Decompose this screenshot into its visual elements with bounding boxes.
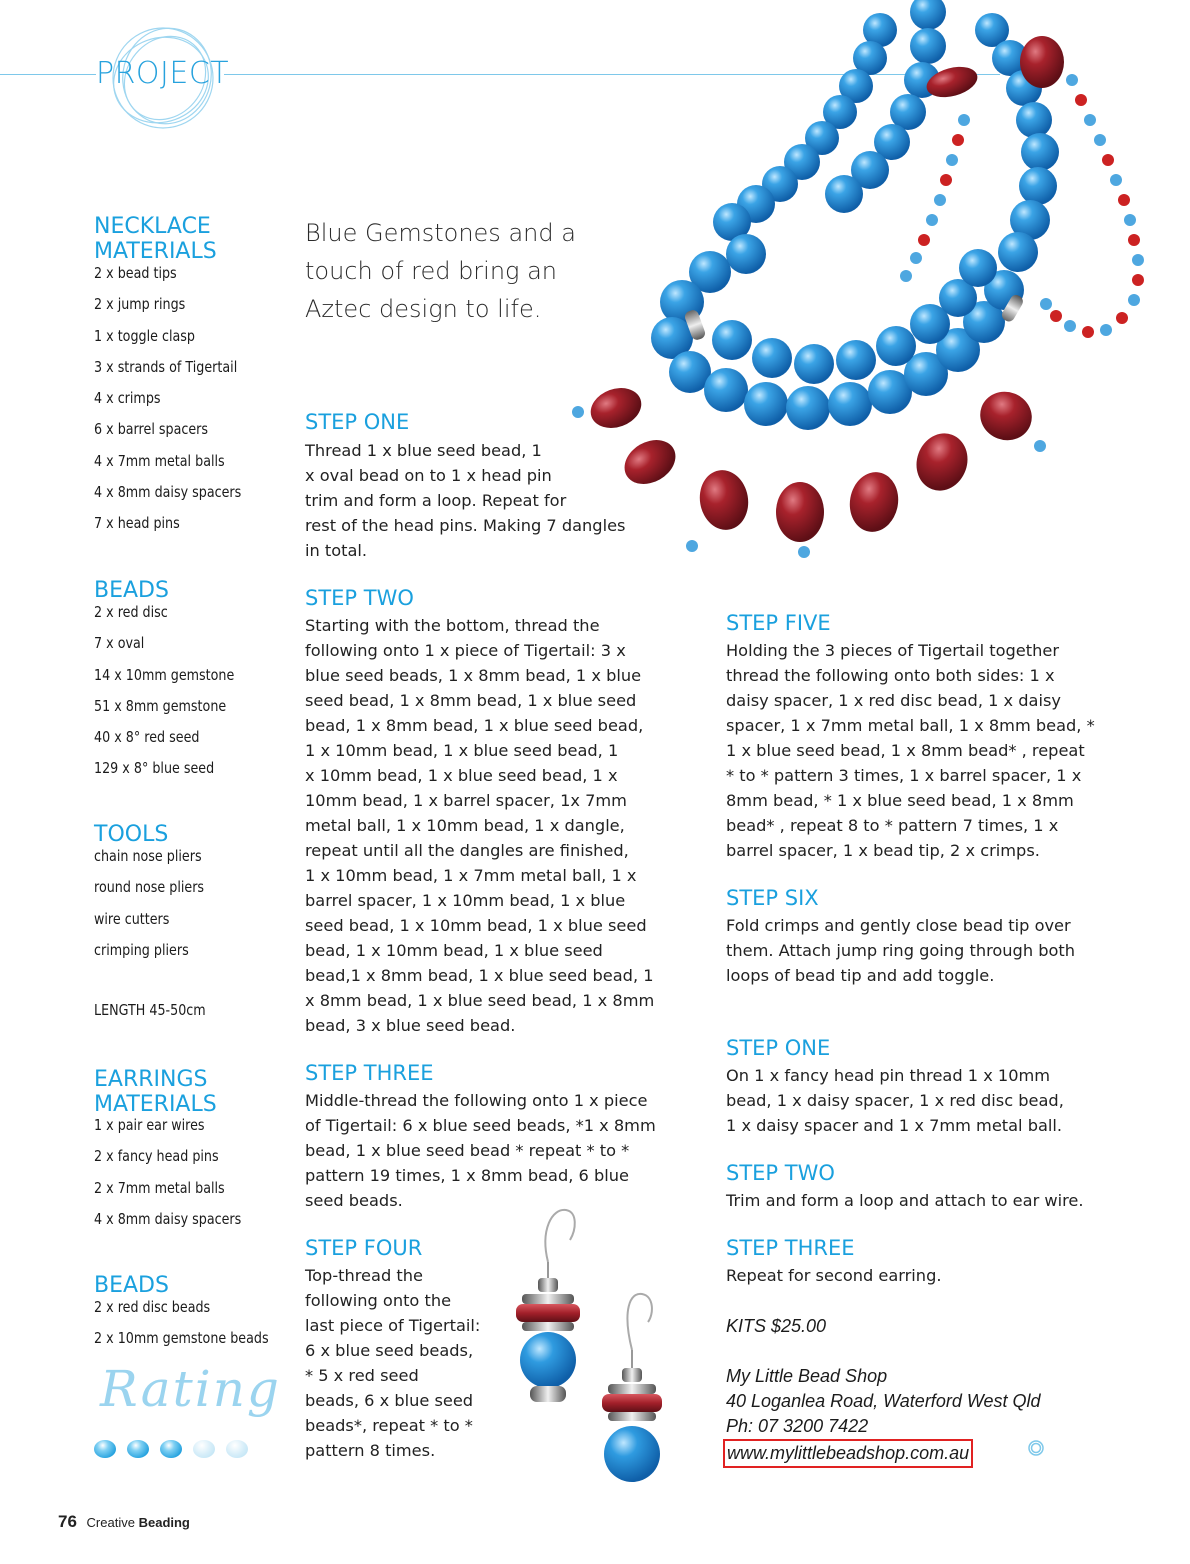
step-line: bead, 1 x 8mm bead, 1 x blue seed bead, bbox=[305, 716, 644, 735]
step-line: of Tigertail: 6 x blue seed beads, *1 x 8mm bbox=[305, 1116, 656, 1135]
step-line: beads, 6 x blue seed bbox=[305, 1391, 474, 1410]
shop-info bbox=[726, 1364, 1041, 1468]
necklace-step-five-title: STEP FIVE bbox=[726, 611, 831, 635]
earring-step-three-text bbox=[726, 1263, 1156, 1288]
rating-dot-icon bbox=[226, 1440, 248, 1458]
step-line: repeat until all the dangles are finished, bbox=[305, 841, 629, 860]
list-item: round nose pliers bbox=[94, 878, 205, 897]
step-line: 1 x daisy spacer and 1 x 7mm metal ball. bbox=[726, 1116, 1063, 1135]
necklace-step-six-text bbox=[726, 913, 1156, 988]
step-line: On 1 x fancy head pin thread 1 x 10mm bbox=[726, 1066, 1051, 1085]
list-item: 2 x bead tips bbox=[94, 264, 177, 282]
list-item: chain nose pliers bbox=[94, 847, 202, 865]
step-line: barrel spacer, 1 x bead tip, 2 x crimps. bbox=[726, 841, 1040, 860]
page-number: 76 bbox=[58, 1512, 77, 1531]
step-line: Trim and form a loop and attach to ear wire. bbox=[726, 1191, 1084, 1210]
necklace-step-six-title: STEP SIX bbox=[726, 886, 819, 910]
necklace-step-three-text bbox=[305, 1088, 705, 1213]
step-line: pattern 19 times, 1 x 8mm bead, 6 blue bbox=[305, 1166, 629, 1185]
necklace-materials-list bbox=[94, 264, 274, 546]
step-line: seed bead, 1 x 8mm bead, 1 x blue seed bbox=[305, 691, 637, 710]
tools-list bbox=[94, 847, 228, 972]
step-line: 1 x 10mm bead, 1 x blue seed bead, 1 bbox=[305, 741, 619, 760]
rating-dot-icon bbox=[127, 1440, 149, 1458]
step-line: them. Attach jump ring going through both bbox=[726, 941, 1076, 960]
step-line: * to * pattern 3 times, 1 x barrel spacer, 1 x bbox=[726, 766, 1082, 785]
rating-dots bbox=[94, 1440, 248, 1458]
list-item: 4 x 7mm metal balls bbox=[94, 451, 225, 470]
list-item: 1 x pair ear wires bbox=[94, 1116, 205, 1134]
step-line: bead, 3 x blue seed bead. bbox=[305, 1016, 516, 1035]
earring-step-one-text bbox=[726, 1063, 1156, 1138]
list-item: 2 x jump rings bbox=[94, 295, 186, 314]
list-item: 40 x 8° red seed bbox=[94, 728, 200, 747]
step-line: spacer, 1 x 7mm metal ball, 1 x 8mm bead, * bbox=[726, 716, 1095, 735]
list-item: 2 x red disc bbox=[94, 603, 168, 621]
necklace-step-one-text bbox=[305, 438, 675, 563]
intro-text: Blue Gemstones and a touch of red bring an Aztec design to life. bbox=[305, 219, 576, 323]
list-item: 2 x red disc beads bbox=[94, 1298, 211, 1316]
shop-address: 40 Loganlea Road, Waterford West Qld bbox=[726, 1391, 1041, 1411]
list-item: 4 x 8mm daisy spacers bbox=[94, 1209, 242, 1228]
earring-step-one-title: STEP ONE bbox=[726, 1036, 831, 1060]
list-item: 1 x toggle clasp bbox=[94, 326, 195, 345]
step-line: bead, 1 x daisy spacer, 1 x red disc bead, bbox=[726, 1091, 1064, 1110]
step-line: bead,1 x 8mm bead, 1 x blue seed bead, 1 bbox=[305, 966, 654, 985]
necklace-step-two-title: STEP TWO bbox=[305, 586, 414, 610]
step-line: x 10mm bead, 1 x blue seed bead, 1 x bbox=[305, 766, 618, 785]
earrings-materials-heading: EARRINGS MATERIALS bbox=[94, 1067, 217, 1117]
list-item: 2 x fancy head pins bbox=[94, 1147, 219, 1166]
step-line: barrel spacer, 1 x 10mm bead, 1 x blue bbox=[305, 891, 626, 910]
step-line: seed beads. bbox=[305, 1191, 403, 1210]
step-line: 1 x 10mm bead, 1 x 7mm metal ball, 1 x bbox=[305, 866, 637, 885]
kits-price: KITS $25.00 bbox=[726, 1316, 827, 1336]
step-line: x oval bead on to 1 x head pin bbox=[305, 466, 552, 485]
end-mark-icon bbox=[1026, 1438, 1046, 1458]
earrings-beads-list bbox=[94, 1298, 307, 1361]
list-item: 7 x oval bbox=[94, 634, 145, 653]
shop-website-link[interactable]: www.mylittlebeadshop.com.au bbox=[723, 1439, 973, 1468]
step-line: Starting with the bottom, thread the bbox=[305, 616, 600, 635]
step-line: Repeat for second earring. bbox=[726, 1266, 942, 1285]
list-item: 51 x 8mm gemstone bbox=[94, 696, 227, 715]
necklace-step-one-title: STEP ONE bbox=[305, 410, 410, 434]
rating-label: Rating bbox=[100, 1360, 281, 1418]
list-item: 14 x 10mm gemstone bbox=[94, 665, 235, 684]
step-line: * 5 x red seed bbox=[305, 1366, 419, 1385]
step-line: 10mm bead, 1 x barrel spacer, 1x 7mm bbox=[305, 791, 627, 810]
step-line: bead, 1 x blue seed bead * repeat * to * bbox=[305, 1141, 630, 1160]
step-line: pattern 8 times. bbox=[305, 1441, 436, 1460]
earring-left bbox=[516, 1262, 580, 1402]
list-item: 129 x 8° blue seed bbox=[94, 759, 215, 778]
page-footer bbox=[58, 1512, 190, 1532]
list-item: 4 x 8mm daisy spacers bbox=[94, 483, 242, 502]
list-item: crimping pliers bbox=[94, 940, 189, 959]
necklace-step-four-text bbox=[305, 1263, 505, 1463]
step-line: trim and form a loop. Repeat for bbox=[305, 491, 567, 510]
necklace-step-five-text bbox=[726, 638, 1156, 863]
list-item: 4 x crimps bbox=[94, 389, 161, 408]
header-rule-left bbox=[0, 74, 96, 75]
necklace-beads-list bbox=[94, 603, 265, 791]
list-item: 2 x 7mm metal balls bbox=[94, 1178, 225, 1197]
step-line: in total. bbox=[305, 541, 368, 560]
earring-step-two-text bbox=[726, 1188, 1156, 1213]
step-line: last piece of Tigertail: bbox=[305, 1316, 481, 1335]
step-line: blue seed beads, 1 x 8mm bead, 1 x blue bbox=[305, 666, 642, 685]
step-line: following onto the bbox=[305, 1291, 452, 1310]
necklace-step-two-text bbox=[305, 613, 705, 1038]
step-line: bead* , repeat 8 to * pattern 7 times, 1 x bbox=[726, 816, 1059, 835]
list-item: 3 x strands of Tigertail bbox=[94, 357, 238, 376]
step-line: Thread 1 x blue seed bead, 1 bbox=[305, 441, 542, 460]
step-line: Middle-thread the following onto 1 x piece bbox=[305, 1091, 648, 1110]
step-line: beads*, repeat * to * bbox=[305, 1416, 473, 1435]
step-line: thread the following onto both sides: 1 x bbox=[726, 666, 1055, 685]
step-line: 1 x blue seed bead, 1 x 8mm bead* , repeat bbox=[726, 741, 1085, 760]
step-line: Fold crimps and gently close bead tip over bbox=[726, 916, 1071, 935]
list-item: wire cutters bbox=[94, 909, 170, 928]
list-item: 2 x 10mm gemstone beads bbox=[94, 1329, 269, 1348]
earring-step-three-title: STEP THREE bbox=[726, 1236, 855, 1260]
necklace-beads-heading: BEADS bbox=[94, 578, 169, 603]
section-label: PROJECT bbox=[96, 56, 230, 91]
step-line: following onto 1 x piece of Tigertail: 3 x bbox=[305, 641, 626, 660]
brand-prefix: Creative bbox=[86, 1515, 135, 1530]
necklace-materials-heading: NECKLACE MATERIALS bbox=[94, 214, 217, 264]
necklace-step-three-title: STEP THREE bbox=[305, 1061, 434, 1085]
rating-dot-icon bbox=[160, 1440, 182, 1458]
step-line: metal ball, 1 x 10mm bead, 1 x dangle, bbox=[305, 816, 625, 835]
step-line: bead, 1 x 10mm bead, 1 x blue seed bbox=[305, 941, 603, 960]
shop-name: My Little Bead Shop bbox=[726, 1366, 888, 1386]
step-line: rest of the head pins. Making 7 dangles bbox=[305, 516, 626, 535]
earring-step-two-title: STEP TWO bbox=[726, 1161, 835, 1185]
step-line: 8mm bead, * 1 x blue seed bead, 1 x 8mm bbox=[726, 791, 1074, 810]
gemstone-strand-inner bbox=[651, 0, 1024, 430]
shop-phone: Ph: 07 3200 7422 bbox=[726, 1416, 869, 1436]
step-line: seed bead, 1 x 10mm bead, 1 x blue seed bbox=[305, 916, 647, 935]
necklace-length: LENGTH 45-50cm bbox=[94, 1001, 206, 1019]
step-line: loops of bead tip and add toggle. bbox=[726, 966, 995, 985]
necklace-step-four-title: STEP FOUR bbox=[305, 1236, 423, 1260]
rating-dot-icon bbox=[94, 1440, 116, 1458]
list-item: 6 x barrel spacers bbox=[94, 420, 209, 439]
step-line: Top-thread the bbox=[305, 1266, 423, 1285]
earrings-photo bbox=[500, 1200, 690, 1490]
earrings-beads-heading: BEADS bbox=[94, 1273, 169, 1298]
step-line: 6 x blue seed beads, bbox=[305, 1341, 474, 1360]
earring-right bbox=[602, 1350, 662, 1482]
step-line: x 8mm bead, 1 x blue seed bead, 1 x 8mm bbox=[305, 991, 655, 1010]
step-line: daisy spacer, 1 x red disc bead, 1 x daisy bbox=[726, 691, 1061, 710]
list-item: 7 x head pins bbox=[94, 514, 180, 533]
earrings-materials-list bbox=[94, 1116, 274, 1241]
rating-dot-icon bbox=[193, 1440, 215, 1458]
step-line: Holding the 3 pieces of Tigertail together bbox=[726, 641, 1059, 660]
tools-heading: TOOLS bbox=[94, 822, 169, 847]
brand-name: Beading bbox=[138, 1515, 190, 1530]
